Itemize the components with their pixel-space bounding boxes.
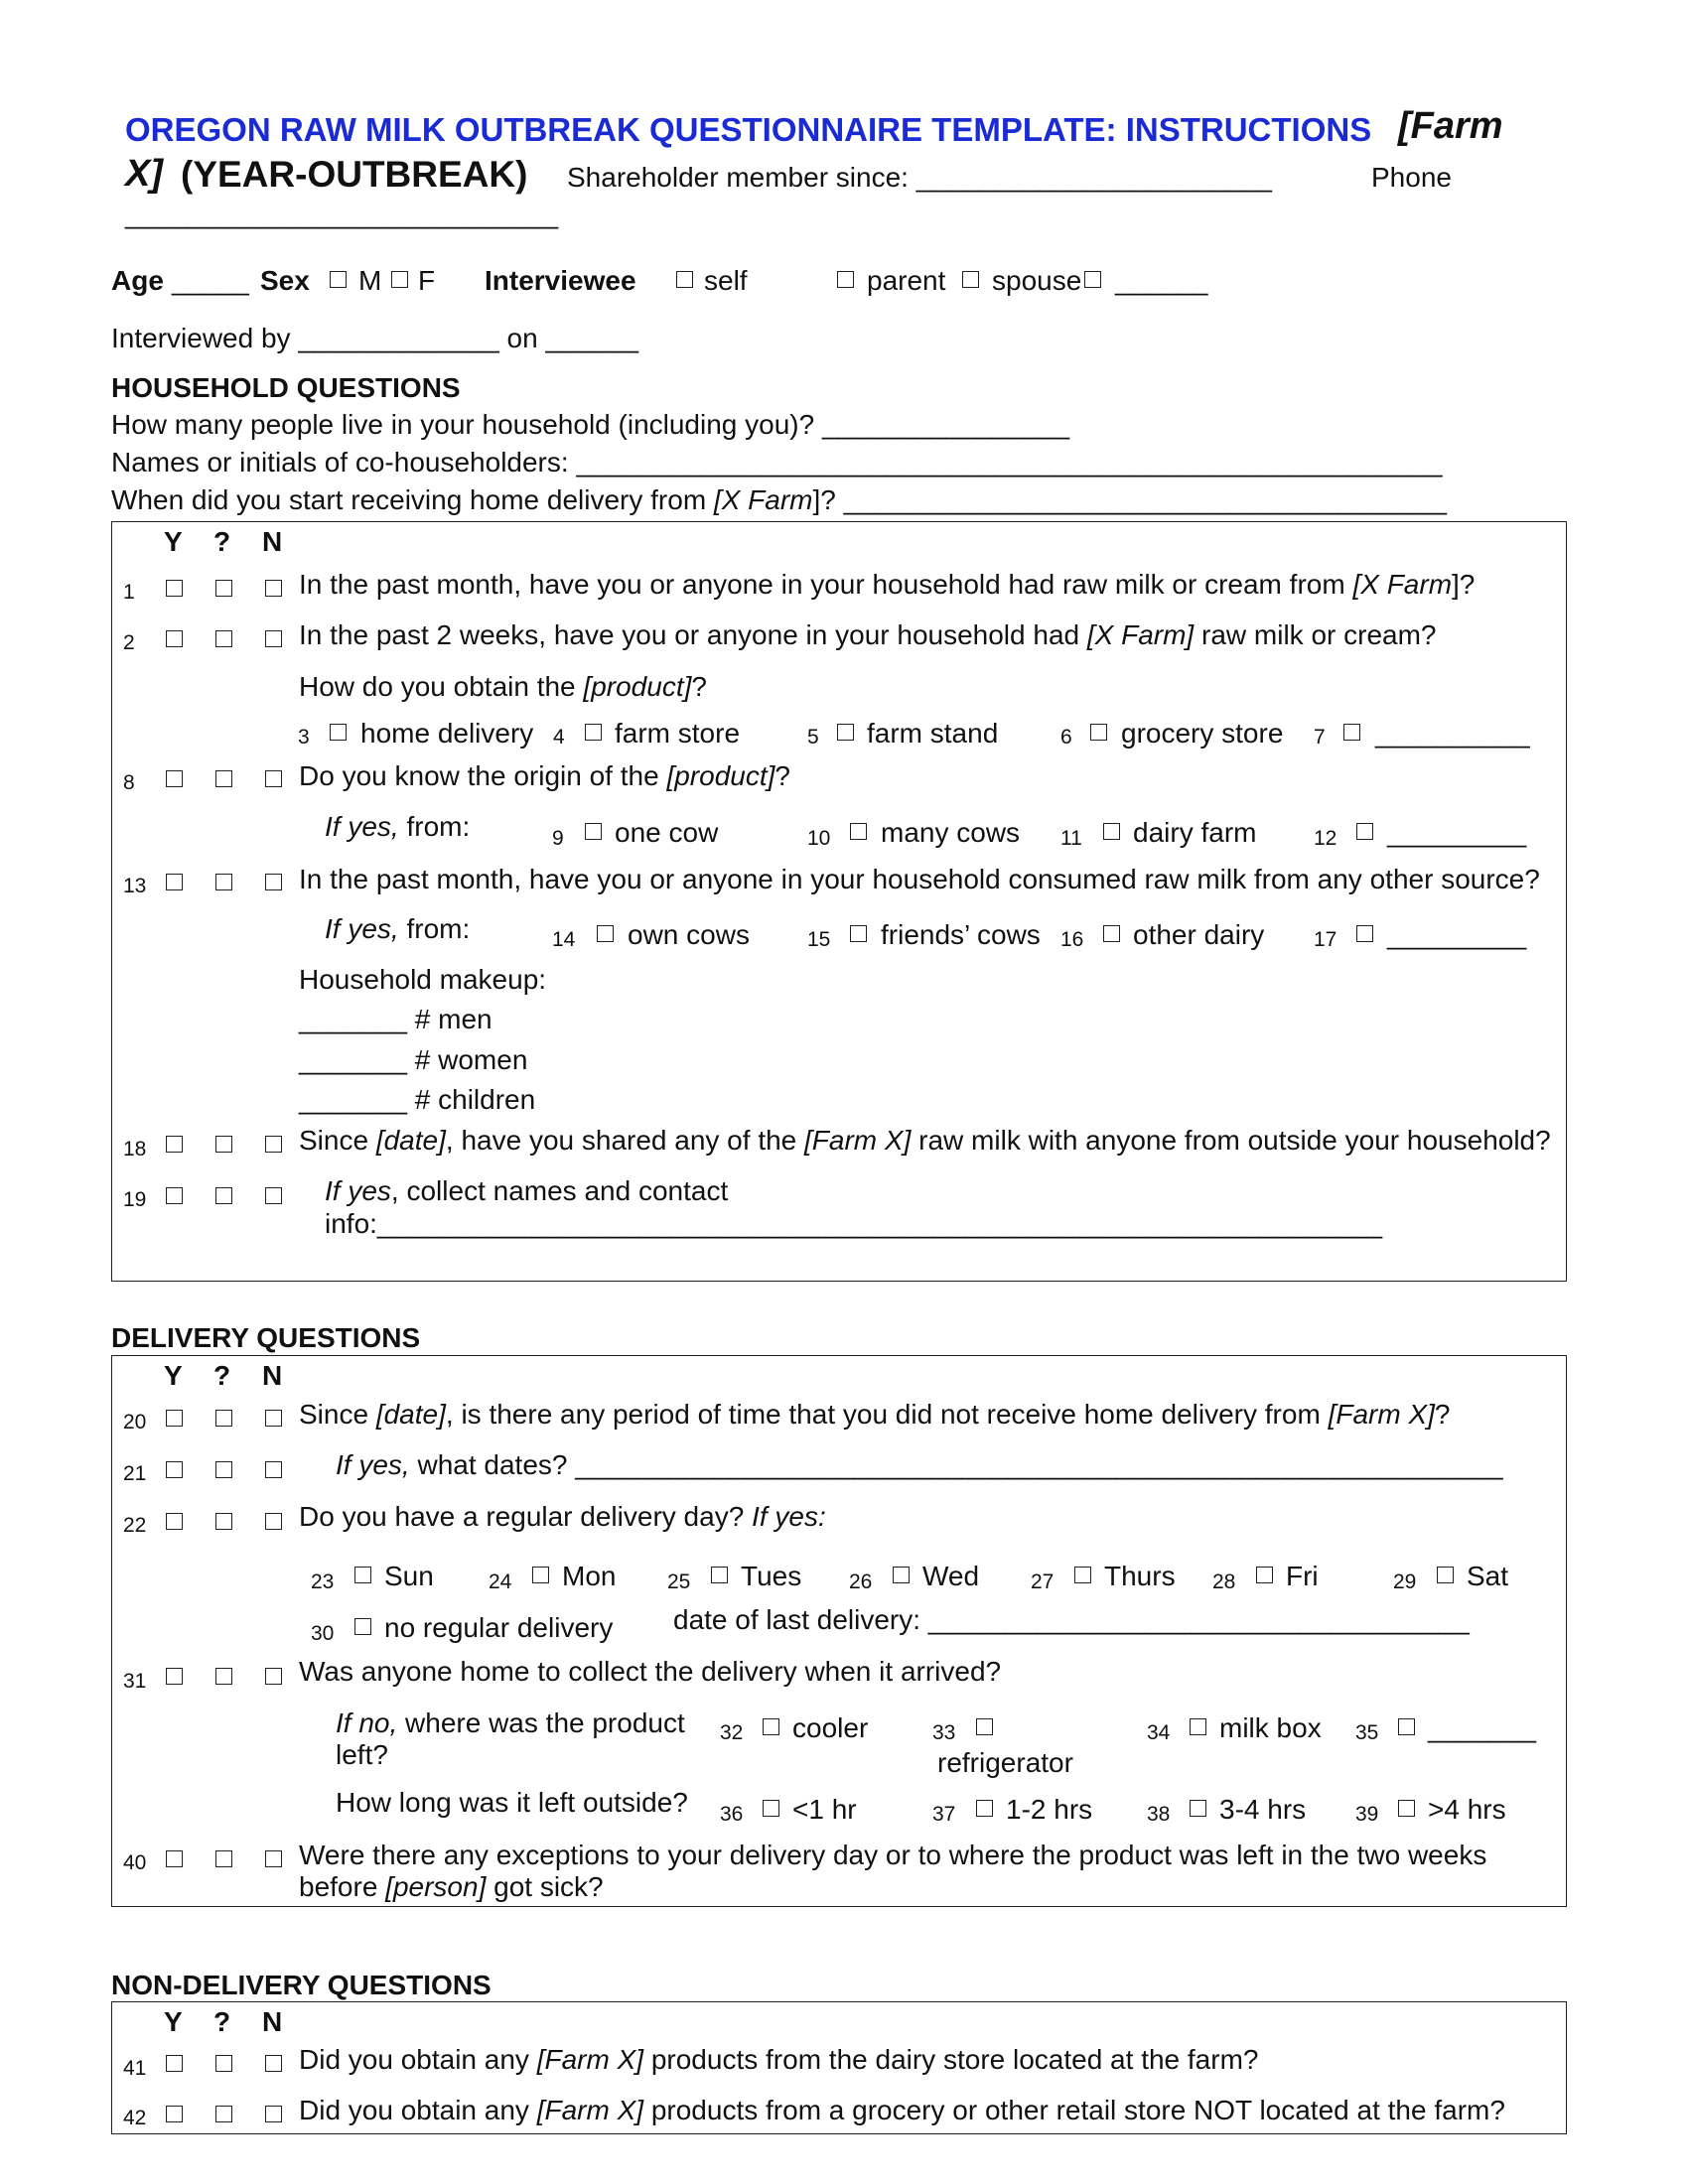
farm-placeholder-a: [Farm xyxy=(1398,105,1503,147)
farm-placeholder-b: X] xyxy=(125,153,163,195)
question-number: 31 xyxy=(123,1670,147,1693)
sex-m-checkbox[interactable] xyxy=(330,271,347,288)
over-4hrs-checkbox[interactable] xyxy=(1398,1800,1415,1817)
other-raw-source-field[interactable]: _________ xyxy=(1387,919,1527,950)
question-number: 41 xyxy=(123,2057,147,2080)
friends-cows-label: friends’ cows xyxy=(881,919,1041,950)
sex-m-label: M xyxy=(358,265,382,296)
men-count-field[interactable]: _______ # men xyxy=(299,1004,492,1034)
q22-text: Do you have a regular delivery day? If yes: xyxy=(299,1501,826,1532)
question-number: 13 xyxy=(123,875,147,897)
cooler-label: cooler xyxy=(792,1712,869,1743)
q19-unknown-checkbox[interactable] xyxy=(215,1187,232,1204)
q2-yes-checkbox[interactable] xyxy=(166,630,183,647)
unknown-column-header: ? xyxy=(213,2006,231,2037)
refrigerator-checkbox[interactable] xyxy=(976,1718,993,1735)
own-cows-label: own cows xyxy=(628,919,750,950)
q41-unknown-checkbox[interactable] xyxy=(215,2055,232,2072)
q1-yes-checkbox[interactable] xyxy=(166,580,183,597)
option-number: 29 xyxy=(1393,1570,1417,1593)
3-4hrs-checkbox[interactable] xyxy=(1190,1800,1206,1817)
1-2hrs-label: 1-2 hrs xyxy=(1006,1794,1093,1825)
no-column-header: N xyxy=(262,2006,283,2037)
monday-checkbox[interactable] xyxy=(532,1567,549,1583)
other-dairy-label: other dairy xyxy=(1133,919,1265,950)
q21-dates-field[interactable]: If yes, what dates? ____________________________________________________________ xyxy=(336,1449,1503,1480)
if-no-label: If no, where was the product xyxy=(336,1707,685,1738)
q18-yes-checkbox[interactable] xyxy=(166,1136,183,1153)
other-dairy-checkbox[interactable] xyxy=(1103,925,1120,942)
tuesday-label: Tues xyxy=(741,1561,802,1591)
option-number: 6 xyxy=(1060,726,1072,749)
q19-yes-checkbox[interactable] xyxy=(166,1187,183,1204)
thursday-label: Thurs xyxy=(1104,1561,1176,1591)
q42-unknown-checkbox[interactable] xyxy=(215,2106,232,2122)
option-number: 32 xyxy=(720,1721,744,1744)
other-interviewee-field[interactable]: ______ xyxy=(1115,265,1208,296)
option-number: 11 xyxy=(1060,827,1082,850)
spouse-checkbox[interactable] xyxy=(962,271,979,288)
q13-text: In the past month, have you or anyone in your household consumed raw milk from any other source? xyxy=(299,864,1540,894)
option-number: 16 xyxy=(1060,928,1084,951)
question-number: 40 xyxy=(123,1851,147,1874)
other-interviewee-checkbox[interactable] xyxy=(1084,271,1101,288)
question-number: 1 xyxy=(123,581,135,604)
q21-yes-checkbox[interactable] xyxy=(166,1461,183,1478)
q13-unknown-checkbox[interactable] xyxy=(215,874,232,890)
q40-yes-checkbox[interactable] xyxy=(166,1850,183,1867)
q31-no-checkbox[interactable] xyxy=(265,1668,282,1685)
q41-no-checkbox[interactable] xyxy=(265,2055,282,2072)
self-label: self xyxy=(704,265,748,296)
option-number: 4 xyxy=(553,726,565,749)
tuesday-checkbox[interactable] xyxy=(711,1567,728,1583)
3-4hrs-label: 3-4 hrs xyxy=(1219,1794,1307,1825)
co-householders-field[interactable]: Names or initials of co-householders: ________________________________________________________ xyxy=(111,447,1443,478)
option-number: 14 xyxy=(552,928,576,951)
one-cow-label: one cow xyxy=(615,817,719,848)
option-number: 3 xyxy=(298,726,310,749)
friday-checkbox[interactable] xyxy=(1256,1567,1273,1583)
sunday-checkbox[interactable] xyxy=(354,1567,371,1583)
one-cow-checkbox[interactable] xyxy=(585,823,602,840)
many-cows-label: many cows xyxy=(881,817,1021,848)
q2-unknown-checkbox[interactable] xyxy=(215,630,232,647)
q18-unknown-checkbox[interactable] xyxy=(215,1136,232,1153)
q42-yes-checkbox[interactable] xyxy=(166,2106,183,2122)
over-4hrs-label: >4 hrs xyxy=(1428,1794,1506,1825)
dairy-farm-label: dairy farm xyxy=(1133,817,1257,848)
option-number: 12 xyxy=(1314,827,1337,850)
grocery-store-checkbox[interactable] xyxy=(1090,724,1107,741)
last-delivery-date-field[interactable]: date of last delivery: ___________________________________ xyxy=(673,1604,1470,1635)
option-number: 28 xyxy=(1212,1570,1236,1593)
farm-stand-label: farm stand xyxy=(867,718,999,749)
age-field[interactable]: _____ xyxy=(172,265,249,296)
sunday-label: Sun xyxy=(384,1561,434,1591)
thursday-checkbox[interactable] xyxy=(1074,1567,1091,1583)
question-number: 19 xyxy=(123,1188,147,1211)
1-2hrs-checkbox[interactable] xyxy=(976,1800,993,1817)
q1-no-checkbox[interactable] xyxy=(265,580,282,597)
unknown-column-header: ? xyxy=(213,526,231,557)
milk-box-label: milk box xyxy=(1219,1712,1322,1743)
q31-text: Was anyone home to collect the delivery when it arrived? xyxy=(299,1656,1002,1687)
q18-no-checkbox[interactable] xyxy=(265,1136,282,1153)
home-delivery-label: home delivery xyxy=(360,718,534,749)
monday-label: Mon xyxy=(562,1561,617,1591)
dairy-farm-checkbox[interactable] xyxy=(1103,823,1120,840)
delivery-heading: DELIVERY QUESTIONS xyxy=(111,1322,421,1353)
q40-text: Were there any exceptions to your delivery day or to where the product was left in the two weeks xyxy=(299,1840,1487,1870)
q22-no-checkbox[interactable] xyxy=(265,1513,282,1530)
option-number: 34 xyxy=(1147,1721,1171,1744)
question-number: 18 xyxy=(123,1138,147,1160)
if-no-label-left: left? xyxy=(336,1739,388,1770)
origin-if-yes-label: If yes, from: xyxy=(325,811,471,842)
q41-yes-checkbox[interactable] xyxy=(166,2055,183,2072)
question-number: 20 xyxy=(123,1411,147,1433)
shareholder-since-field[interactable]: Shareholder member since: _______________________ xyxy=(567,162,1272,193)
option-number: 5 xyxy=(807,726,819,749)
question-number: 42 xyxy=(123,2107,147,2129)
q42-no-checkbox[interactable] xyxy=(265,2106,282,2122)
q20-yes-checkbox[interactable] xyxy=(166,1410,183,1427)
q21-unknown-checkbox[interactable] xyxy=(215,1461,232,1478)
option-number: 39 xyxy=(1355,1803,1379,1826)
interviewed-by-field[interactable]: Interviewed by _____________ on ______ xyxy=(111,323,638,353)
q20-text: Since [date], is there any period of time that you did not receive home delivery from [Farm X]? xyxy=(299,1399,1451,1430)
yes-column-header: Y xyxy=(164,526,183,557)
other-origin-checkbox[interactable] xyxy=(1356,823,1373,840)
q13-no-checkbox[interactable] xyxy=(265,874,282,890)
household-heading: HOUSEHOLD QUESTIONS xyxy=(111,372,461,403)
wednesday-checkbox[interactable] xyxy=(893,1567,910,1583)
under-1hr-label: <1 hr xyxy=(792,1794,857,1825)
q8-unknown-checkbox[interactable] xyxy=(215,770,232,787)
unknown-column-header: ? xyxy=(213,1360,231,1391)
contact-info-field[interactable]: info:_________________________________________________________________ xyxy=(325,1208,1383,1239)
sex-f-checkbox[interactable] xyxy=(391,271,408,288)
phone-label: Phone xyxy=(1371,162,1452,193)
no-column-header: N xyxy=(262,1360,283,1391)
other-location-field[interactable]: _______ xyxy=(1428,1712,1537,1743)
non-delivery-heading: NON-DELIVERY QUESTIONS xyxy=(111,1970,492,2000)
other-source-if-yes-label: If yes, from: xyxy=(325,913,471,944)
q8-no-checkbox[interactable] xyxy=(265,770,282,787)
delivery-start-field[interactable]: When did you start receiving home delivery from [X Farm]? _______________________________________ xyxy=(111,484,1447,515)
friday-label: Fri xyxy=(1286,1561,1319,1591)
question-number: 22 xyxy=(123,1514,147,1537)
other-location-checkbox[interactable] xyxy=(1398,1718,1415,1735)
wednesday-label: Wed xyxy=(922,1561,980,1591)
many-cows-checkbox[interactable] xyxy=(850,823,867,840)
form-title: OREGON RAW MILK OUTBREAK QUESTIONNAIRE TEMPLATE: INSTRUCTIONS xyxy=(125,111,1372,148)
cooler-checkbox[interactable] xyxy=(763,1718,779,1735)
age-label: Age xyxy=(111,265,164,296)
saturday-checkbox[interactable] xyxy=(1437,1567,1454,1583)
q8-yes-checkbox[interactable] xyxy=(166,770,183,787)
home-delivery-checkbox[interactable] xyxy=(330,724,347,741)
option-number: 15 xyxy=(807,928,831,951)
option-number: 36 xyxy=(720,1803,744,1826)
self-checkbox[interactable] xyxy=(676,271,693,288)
other-source-field[interactable]: __________ xyxy=(1375,718,1530,749)
obtain-question: How do you obtain the [product]? xyxy=(299,671,707,702)
no-regular-delivery-checkbox[interactable] xyxy=(354,1618,371,1635)
other-source-checkbox[interactable] xyxy=(1343,724,1360,741)
q31-unknown-checkbox[interactable] xyxy=(215,1668,232,1685)
how-long-label: How long was it left outside? xyxy=(336,1787,688,1818)
other-origin-field[interactable]: _________ xyxy=(1387,817,1527,848)
q19-text: If yes, collect names and contact xyxy=(325,1175,729,1206)
q40-text-continued: before [person] got sick? xyxy=(299,1871,604,1902)
under-1hr-checkbox[interactable] xyxy=(763,1800,779,1817)
q2-no-checkbox[interactable] xyxy=(265,630,282,647)
q13-yes-checkbox[interactable] xyxy=(166,874,183,890)
refrigerator-label: refrigerator xyxy=(937,1747,1073,1778)
parent-label: parent xyxy=(867,265,946,296)
option-number: 17 xyxy=(1314,928,1337,951)
year-outbreak: (YEAR-OUTBREAK) xyxy=(181,154,528,195)
q22-unknown-checkbox[interactable] xyxy=(215,1513,232,1530)
q40-unknown-checkbox[interactable] xyxy=(215,1850,232,1867)
option-number: 26 xyxy=(849,1570,873,1593)
no-column-header: N xyxy=(262,526,283,557)
spouse-label: spouse xyxy=(992,265,1082,296)
yes-column-header: Y xyxy=(164,2006,183,2037)
children-count-field[interactable]: _______ # children xyxy=(299,1084,536,1115)
no-regular-delivery-label: no regular delivery xyxy=(384,1612,614,1643)
own-cows-checkbox[interactable] xyxy=(597,925,614,942)
option-number: 23 xyxy=(311,1570,335,1593)
household-makeup-label: Household makeup: xyxy=(299,964,547,995)
q31-yes-checkbox[interactable] xyxy=(166,1668,183,1685)
farm-store-checkbox[interactable] xyxy=(585,724,602,741)
option-number: 27 xyxy=(1031,1570,1055,1593)
other-raw-source-checkbox[interactable] xyxy=(1356,925,1373,942)
q8-text: Do you know the origin of the [product]? xyxy=(299,760,790,791)
q20-no-checkbox[interactable] xyxy=(265,1410,282,1427)
interviewee-label: Interviewee xyxy=(485,265,636,296)
option-number: 9 xyxy=(552,827,564,850)
sex-f-label: F xyxy=(418,265,436,296)
option-number: 37 xyxy=(932,1803,956,1826)
parent-checkbox[interactable] xyxy=(837,271,854,288)
milk-box-checkbox[interactable] xyxy=(1190,1718,1206,1735)
question-number: 21 xyxy=(123,1462,147,1485)
phone-field[interactable]: ____________________________ xyxy=(125,199,559,229)
q1-text: In the past month, have you or anyone in your household had raw milk or cream from [X Farm]? xyxy=(299,569,1476,600)
q1-unknown-checkbox[interactable] xyxy=(215,580,232,597)
grocery-store-label: grocery store xyxy=(1121,718,1284,749)
saturday-label: Sat xyxy=(1467,1561,1509,1591)
q18-text: Since [date], have you shared any of the [Farm X] raw milk with anyone from outside your household? xyxy=(299,1125,1551,1156)
question-number: 2 xyxy=(123,631,135,654)
farm-stand-checkbox[interactable] xyxy=(837,724,854,741)
option-number: 30 xyxy=(311,1622,335,1645)
q21-no-checkbox[interactable] xyxy=(265,1461,282,1478)
option-number: 38 xyxy=(1147,1803,1171,1826)
friends-cows-checkbox[interactable] xyxy=(850,925,867,942)
option-number: 25 xyxy=(667,1570,691,1593)
q41-text: Did you obtain any [Farm X] products from the dairy store located at the farm? xyxy=(299,2044,1259,2075)
option-number: 7 xyxy=(1314,726,1326,749)
sex-label: Sex xyxy=(260,265,310,296)
household-people-field[interactable]: How many people live in your household (including you)? ________________ xyxy=(111,409,1070,440)
q42-text: Did you obtain any [Farm X] products from a grocery or other retail store NOT located at the farm? xyxy=(299,2095,1505,2125)
question-number: 8 xyxy=(123,771,135,794)
farm-store-label: farm store xyxy=(615,718,741,749)
q20-unknown-checkbox[interactable] xyxy=(215,1410,232,1427)
option-number: 10 xyxy=(807,827,831,850)
q40-no-checkbox[interactable] xyxy=(265,1850,282,1867)
q22-yes-checkbox[interactable] xyxy=(166,1513,183,1530)
option-number: 24 xyxy=(489,1570,512,1593)
option-number: 35 xyxy=(1355,1721,1379,1744)
q19-no-checkbox[interactable] xyxy=(265,1187,282,1204)
yes-column-header: Y xyxy=(164,1360,183,1391)
q2-text: In the past 2 weeks, have you or anyone in your household had [X Farm] raw milk or cream? xyxy=(299,619,1437,650)
women-count-field[interactable]: _______ # women xyxy=(299,1044,528,1075)
option-number: 33 xyxy=(932,1721,956,1744)
